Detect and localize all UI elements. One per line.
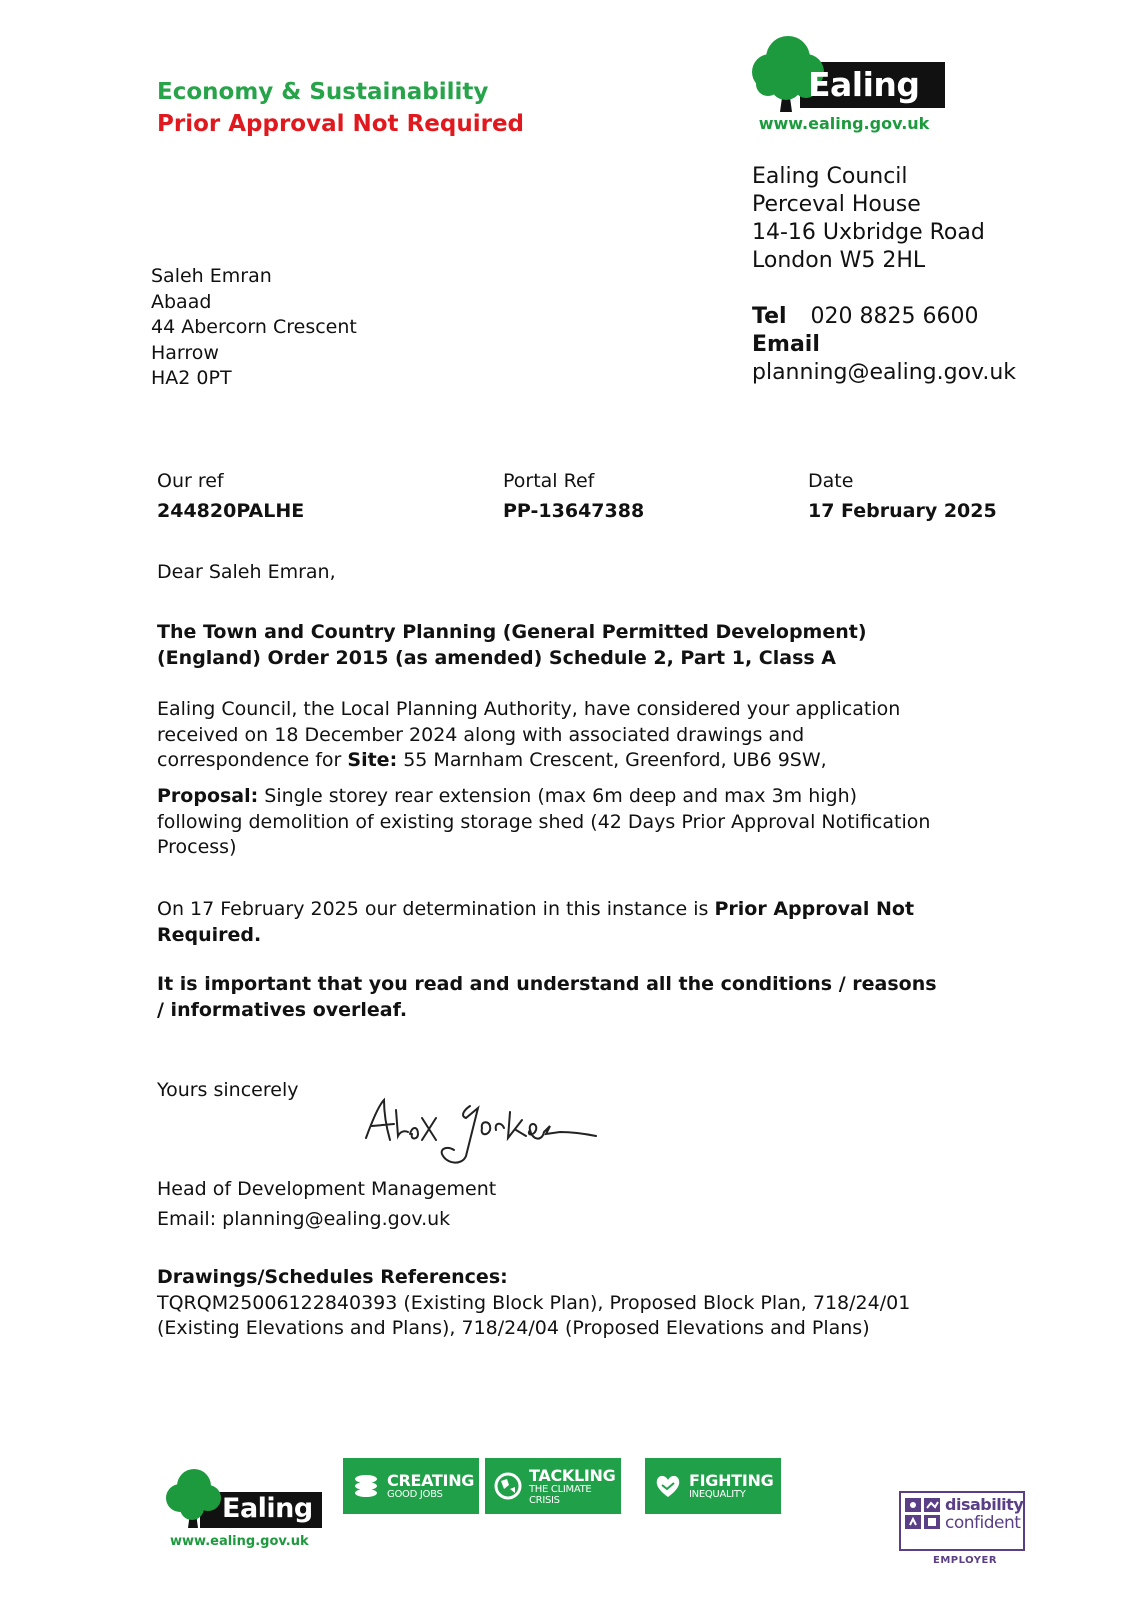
paragraph-line: correspondence for xyxy=(157,749,342,771)
disability-confident-badge xyxy=(899,1491,1025,1566)
determination-text: On 17 February 2025 our determination in this instance is xyxy=(157,898,709,920)
paragraph-line: received on 18 December 2024 along with associated drawings and xyxy=(157,723,805,746)
portal-ref xyxy=(503,466,644,526)
badge-subtitle: INEQUALITY xyxy=(689,1489,746,1500)
drawings-line: TQRQM25006122840393 (Existing Block Plan), Proposed Block Plan, 718/24/01 xyxy=(157,1291,911,1314)
logo-url: www.ealing.gov.uk xyxy=(758,114,930,133)
proposal-paragraph xyxy=(157,784,1037,861)
address-line: London W5 2HL xyxy=(752,248,926,273)
badge-word: disability xyxy=(945,1495,1024,1514)
badge-title: TACKLING xyxy=(529,1465,616,1485)
signature xyxy=(360,1096,600,1168)
drawings-line: (Existing Elevations and Plans), 718/24/04 (Proposed Elevations and Plans) xyxy=(157,1317,870,1339)
determination-result: Prior Approval Not xyxy=(714,898,915,920)
signatory-email: Email: planning@ealing.gov.uk xyxy=(157,1208,451,1230)
our-ref-label: Our ref xyxy=(157,470,224,492)
signatory-title: Head of Development Management xyxy=(157,1178,497,1200)
coins-icon xyxy=(351,1471,381,1501)
recipient-line: Abaad xyxy=(151,290,212,313)
address-line: 14-16 Uxbridge Road xyxy=(752,220,985,245)
recipient-line: HA2 0PT xyxy=(151,367,232,389)
globe-icon xyxy=(493,1471,523,1501)
heart-hands-icon xyxy=(653,1471,683,1501)
salutation: Dear Saleh Emran, xyxy=(157,561,336,583)
footer-ealing-logo xyxy=(164,1464,324,1554)
drawings-heading: Drawings/Schedules References: xyxy=(157,1266,508,1288)
badge-creating-good-jobs xyxy=(343,1458,479,1514)
proposal-line: following demolition of existing storage shed (42 Days Prior Approval Notification xyxy=(157,810,931,833)
date-label: Date xyxy=(808,470,854,492)
department-name: Economy & Sustainability xyxy=(157,79,489,105)
proposal-line: Single storey rear extension (max 6m deep and max 3m high) xyxy=(264,785,858,807)
our-ref xyxy=(157,466,304,526)
application-paragraph xyxy=(157,697,1037,774)
notice-line: It is important that you read and understand all the conditions / reasons xyxy=(157,973,937,995)
recipient-line: Saleh Emran xyxy=(151,265,272,287)
email-label: Email xyxy=(752,332,820,357)
recipient-line: 44 Abercorn Crescent xyxy=(151,316,357,338)
our-ref-value: 244820PALHE xyxy=(157,500,305,522)
tel-label: Tel xyxy=(752,304,787,329)
portal-ref-value: PP-13647388 xyxy=(503,500,645,522)
badge-fighting-inequality xyxy=(645,1458,781,1514)
badge-title: CREATING xyxy=(387,1471,475,1490)
address-line: Perceval House xyxy=(752,192,921,217)
contact-details xyxy=(752,303,1016,387)
legislation-heading xyxy=(157,620,1037,671)
important-notice xyxy=(157,972,1037,1023)
recipient-line: Harrow xyxy=(151,341,219,364)
department-header xyxy=(157,76,524,140)
letter-date xyxy=(808,466,997,526)
site-label: Site: xyxy=(347,749,398,771)
proposal-label: Proposal: xyxy=(157,785,259,807)
heading-line: (England) Order 2015 (as amended) Schedule 2, Part 1, Class A xyxy=(157,646,837,669)
badge-subtitle: THE CLIMATE CRISIS xyxy=(529,1483,592,1506)
heading-line: The Town and Country Planning (General Permitted Development) xyxy=(157,621,867,643)
footer-logo-wordmark: Ealing xyxy=(222,1493,313,1524)
address-line: Ealing Council xyxy=(752,164,908,189)
date-value: 17 February 2025 xyxy=(808,500,997,522)
tel-value: 020 8825 6600 xyxy=(810,304,979,329)
badge-subtitle: GOOD JOBS xyxy=(387,1489,443,1500)
signatory xyxy=(157,1174,1037,1234)
determination-result: Required. xyxy=(157,923,262,946)
drawings-references xyxy=(157,1265,1037,1342)
recipient-address xyxy=(151,264,357,392)
logo-wordmark: Ealing xyxy=(808,65,920,104)
portal-ref-label: Portal Ref xyxy=(503,470,595,492)
signature-icon xyxy=(360,1096,600,1168)
decision-title: Prior Approval Not Required xyxy=(157,111,525,137)
email-value: planning@ealing.gov.uk xyxy=(752,360,1017,385)
closing: Yours sincerely xyxy=(157,1079,299,1101)
proposal-line: Process) xyxy=(157,836,237,858)
site-value: 55 Marnham Crescent, Greenford, UB6 9SW, xyxy=(403,749,827,771)
paragraph-line: Ealing Council, the Local Planning Authority, have considered your application xyxy=(157,698,901,720)
council-address xyxy=(752,163,985,275)
badge-tackling-climate xyxy=(485,1458,621,1514)
determination-paragraph xyxy=(157,897,1037,948)
badge-title: FIGHTING xyxy=(689,1471,774,1490)
ealing-logo xyxy=(748,28,958,144)
notice-line: / informatives overleaf. xyxy=(157,998,408,1021)
disability-icon xyxy=(905,1498,943,1532)
badge-word: EMPLOYER xyxy=(933,1555,998,1566)
footer-logo-url: www.ealing.gov.uk xyxy=(170,1534,309,1549)
badge-word: confident xyxy=(945,1513,1021,1533)
